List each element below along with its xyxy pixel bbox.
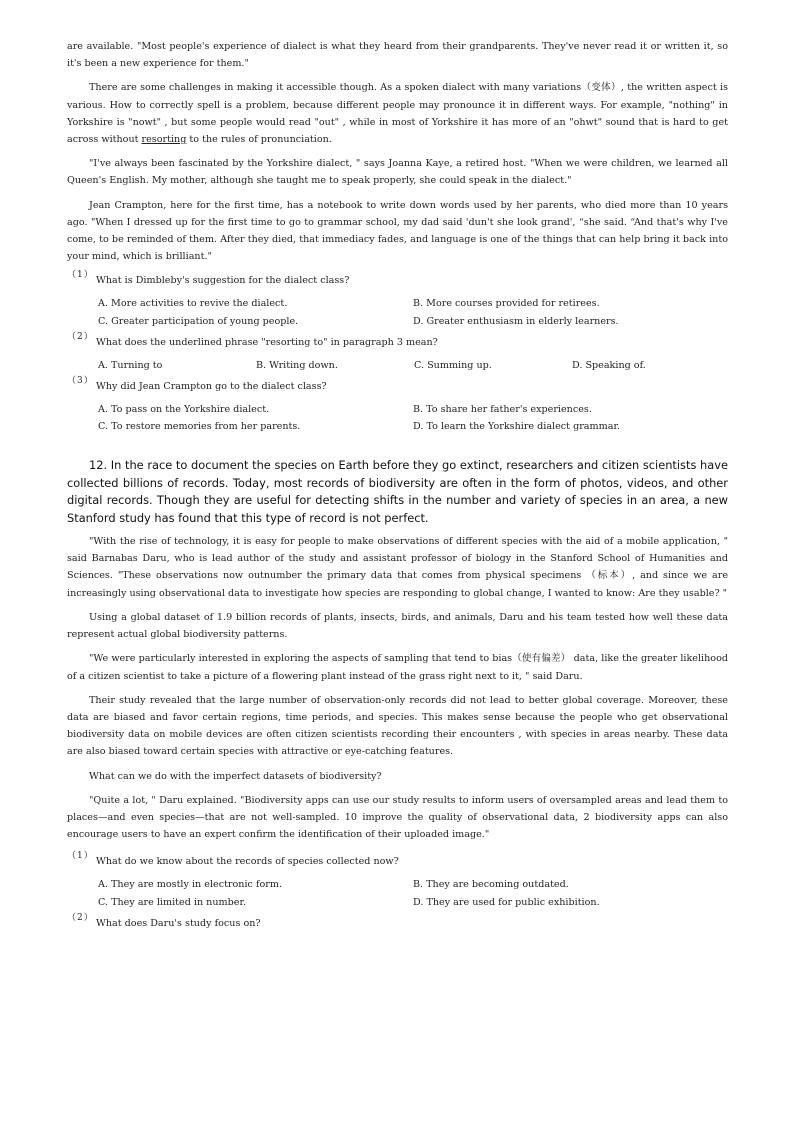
question-number: （3） <box>67 376 94 387</box>
option-d[interactable]: D. They are used for public exhibition. <box>413 896 600 908</box>
passage-paragraph: "We were particularly interested in exploring the aspects of sampling that tend to bias（使有偏差） data, like the greater likelihood of a citizen scientist to take a picture of a flowering plant instead of the grass right next to it, " said Daru. <box>67 653 728 682</box>
passage-paragraph: Jean Crampton, here for the first time, has a notebook to write down words used by her parents, who died more than 10 years ago. "When I dressed up for the first time to go to grammar school, my dad said 'dun't she look grand', “she said. “And that's why I've come, to be reminded of them. After they died, that immediacy fades, and language is one of the things that can help bring it back into your mind, which is brilliant." <box>67 199 728 263</box>
question-text: What do we know about the records of species collected now? <box>96 856 399 868</box>
paragraph-text: to the rules of pronunciation. <box>189 134 332 146</box>
question <box>67 378 728 395</box>
passage-paragraph: Using a global dataset of 1.9 billion records of plants, insects, birds, and animals, Daru and his team tested how well these data represent actual global biodiversity patterns. <box>67 611 728 641</box>
passage-paragraph: What can we do with the imperfect datasets of biodiversity? <box>89 770 382 782</box>
question <box>67 912 728 932</box>
passage-12-intro: 12. In the race to document the species on Earth before they go extinct, researchers and citizen scientists have collected billions of records. Today, most records of biodiversity are often in the form of photos, videos, and other digital records. Though they are useful for detecting shifts in the number and variety of species in an area, a new Stanford study has found that this type of record is not perfect. <box>67 458 728 525</box>
question-text: What does the underlined phrase "resorting to" in paragraph 3 mean? <box>96 336 438 348</box>
option-b[interactable]: B. To share her father's experiences. <box>413 404 592 416</box>
passage-paragraph: "I've always been fascinated by the Yorkshire dialect, " says Joanna Kaye, a retired host. "When we were children, we learned all Queen's English. My mother, although she taught me to speak properly, she could speak in the dialect." <box>67 158 728 187</box>
option-c[interactable]: C. They are limited in number. <box>98 896 247 908</box>
option-a[interactable]: A. To pass on the Yorkshire dialect. <box>98 404 270 416</box>
option-d[interactable]: D. To learn the Yorkshire dialect grammar. <box>413 421 621 433</box>
options <box>67 295 728 329</box>
question <box>67 853 728 870</box>
option-c[interactable]: C. Greater participation of young people. <box>98 315 299 327</box>
question-number: （1） <box>67 270 94 281</box>
question-number: （2） <box>67 331 94 342</box>
option-b[interactable]: B. They are becoming outdated. <box>413 879 569 891</box>
option-b[interactable]: B. Writing down. <box>256 359 338 371</box>
question <box>67 331 728 351</box>
option-a[interactable]: A. Turning to <box>98 359 163 371</box>
option-d[interactable]: D. Speaking of. <box>572 359 646 371</box>
option-c[interactable]: C. To restore memories from her parents. <box>98 421 301 433</box>
option-a[interactable]: A. More activities to revive the dialect. <box>98 298 288 310</box>
option-b[interactable]: B. More courses provided for retirees. <box>413 298 600 310</box>
options <box>67 357 728 374</box>
option-d[interactable]: D. Greater enthusiasm in elderly learners. <box>413 315 619 327</box>
paragraph-text: There are some challenges in making it accessible though. As a spoken dialect with many variations（变体）, the written aspect is various. How to correctly spell is a problem, because different people may pronounce it in different ways. For example, "nothing" in Yorkshire is "nowt" , but some people would read "out" , while in most of Yorkshire it has more of an "ohwt" sound that is hard to get across without <box>67 82 728 146</box>
question-text: Why did Jean Crampton go to the dialect class? <box>96 381 327 393</box>
option-c[interactable]: C. Summing up. <box>414 359 492 371</box>
question-number: （1） <box>67 851 94 862</box>
underlined-phrase: resorting <box>141 134 187 146</box>
question-text: What does Daru's study focus on? <box>96 917 261 929</box>
passage-paragraph: Their study revealed that the large number of observation-only records did not lead to better global coverage. Moreover, these data are biased and favor certain regions, time periods, and species. This makes sense because the people who get observational biodiversity data on mobile devices are often citizen scientists recording their encounters , with species in areas nearby. These data are also biased toward certain species with attractive or eye-catching features. <box>67 694 728 758</box>
passage-paragraph: "With the rise of technology, it is easy for people to make observations of different species with the aid of a mobile application, " said Barnabas Daru, who is lead author of the study and assistant professor of biology in the Stanford School of Humanities and Sciences. "These observations now outnumber the primary data that comes from physical specimens （标本）, and since we are increasingly using observational data to investigate how species are responding to global change, I wanted to know: Are they usable? " <box>67 536 728 599</box>
question-number: （2） <box>67 912 94 923</box>
option-a[interactable]: A. They are mostly in electronic form. <box>98 879 283 891</box>
passage-paragraph <box>67 79 728 148</box>
question-text: What is Dimbleby's suggestion for the dialect class? <box>96 275 350 287</box>
options <box>67 876 728 910</box>
options <box>67 401 728 435</box>
question <box>67 272 728 289</box>
passage-paragraph: are available. "Most people's experience of dialect is what they heard from their grandparents. They've never read it or written it, so it's been a new experience for them." <box>67 41 728 70</box>
passage-paragraph: "Quite a lot, " Daru explained. "Biodiversity apps can use our study results to inform users of oversampled areas and lead them to places—and even species—that are not well-sampled. 10 improve the quality of observational data, 2 biodiversity apps can also encourage users to have an expert confirm the identification of their uploaded image." <box>67 794 728 841</box>
